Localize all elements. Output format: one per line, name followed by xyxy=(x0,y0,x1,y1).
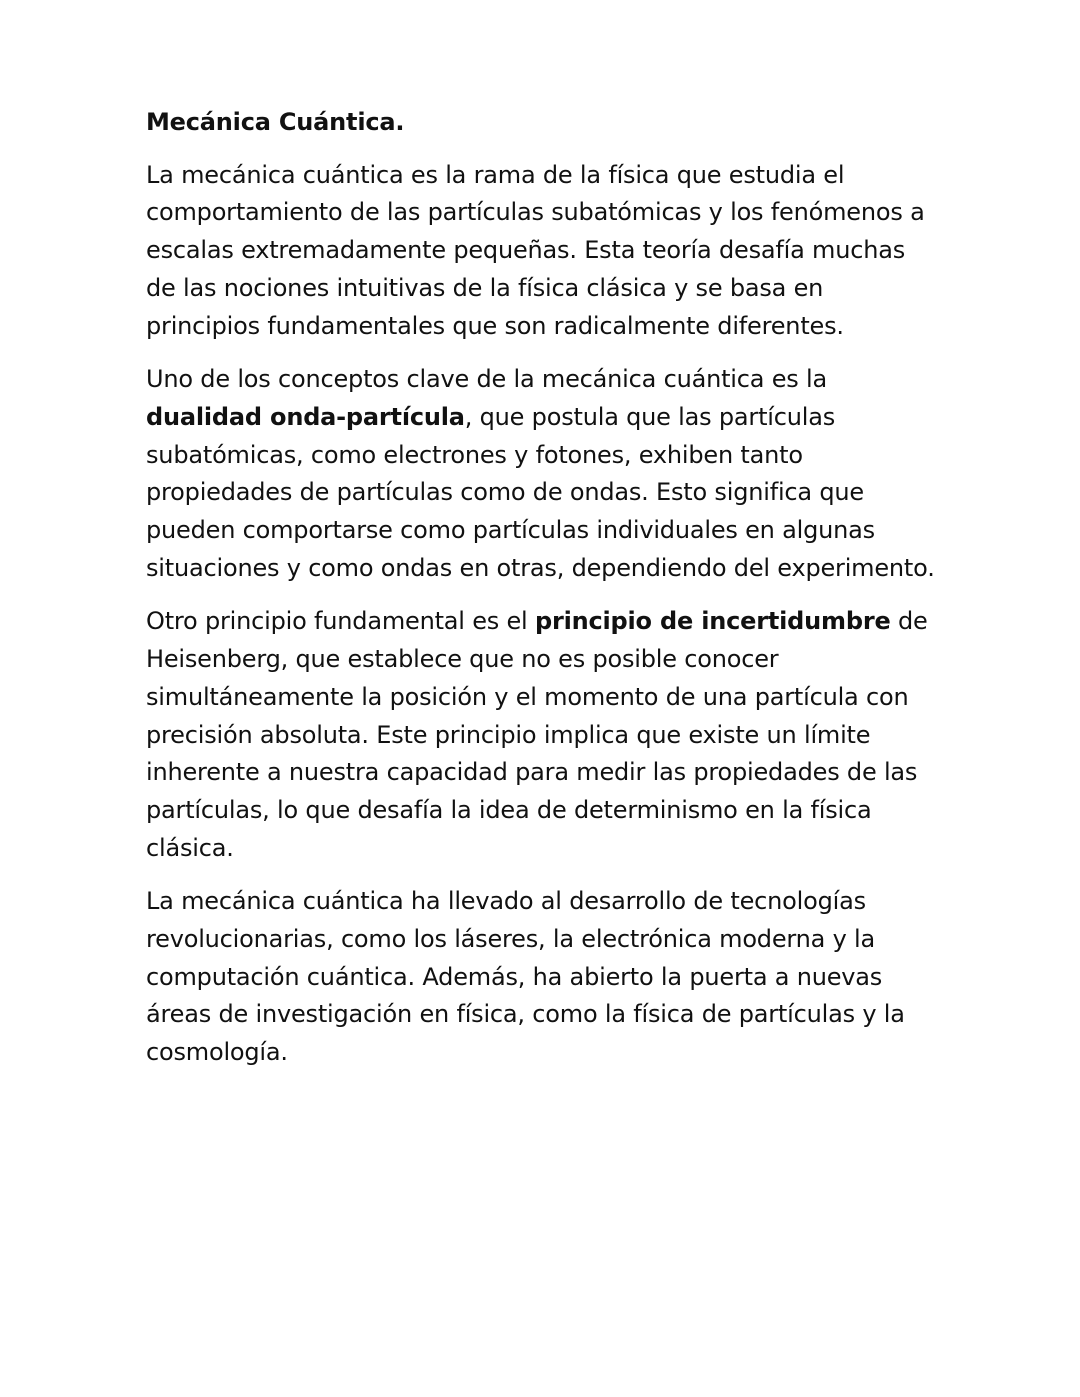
paragraph-uncertainty-text-before: Otro principio fundamental es el xyxy=(146,607,535,636)
paragraph-duality-text-after: , que postula que las partículas subatómicas, como electrones y fotones, exhiben tanto propiedades de partículas como de ondas. Esto significa que pueden comportarse como partículas individuales en algunas situaciones y como ondas en otras, dependiendo del experimento. xyxy=(146,402,935,582)
document-page xyxy=(146,104,936,1088)
paragraph-applications xyxy=(146,883,936,1072)
uncertainty-principle-term: principio de incertidumbre xyxy=(534,607,891,636)
paragraph-wave-particle-duality xyxy=(146,361,936,587)
paragraph-uncertainty-principle xyxy=(146,603,936,867)
paragraph-introduction xyxy=(146,157,936,346)
paragraph-applications-text: La mecánica cuántica ha llevado al desarrollo de tecnologías revolucionarias, como los láseres, la electrónica moderna y la computación cuántica. Además, ha abierto la puerta a nuevas áreas de investigación en física, como la física de partículas y la cosmología. xyxy=(146,887,905,1067)
paragraph-introduction-text: La mecánica cuántica es la rama de la física que estudia el comportamiento de las partículas subatómicas y los fenómenos a escalas extremadamente pequeñas. Esta teoría desafía muchas de las nociones intuitivas de la física clásica y se basa en principios fundamentales que son radicalmente diferentes. xyxy=(146,160,925,340)
paragraph-uncertainty-text-after: de Heisenberg, que establece que no es posible conocer simultáneamente la posición y el momento de una partícula con precisión absoluta. Este principio implica que existe un límite inherente a nuestra capacidad para medir las propiedades de las partículas, lo que desafía la idea de determinismo en la física clásica. xyxy=(146,607,928,862)
wave-particle-duality-term: dualidad onda-partícula xyxy=(146,402,465,431)
document-title: Mecánica Cuántica. xyxy=(146,108,405,136)
paragraph-duality-text-before: Uno de los conceptos clave de la mecánica cuántica es la xyxy=(146,365,827,394)
